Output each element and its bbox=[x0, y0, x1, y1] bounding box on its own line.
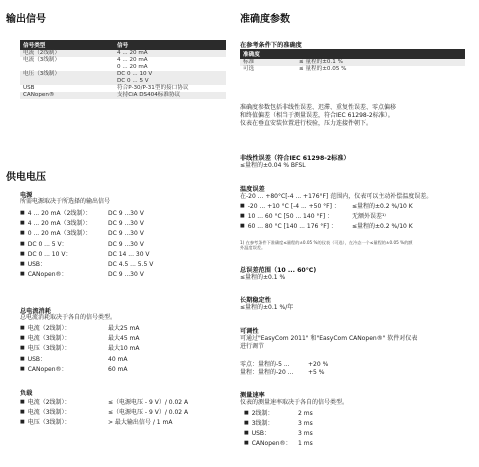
table-row bbox=[20, 71, 226, 85]
accuracy-table bbox=[240, 49, 465, 73]
accuracy-table-header: 准确度 bbox=[240, 49, 465, 59]
list-item: ■ 电流（2线制）： 最大25 mA bbox=[20, 324, 140, 334]
table-row bbox=[20, 57, 226, 71]
total-error-value: ≤量程的±0.1 % bbox=[240, 274, 286, 281]
accuracy-note-line: 和终值偏差（相当于测量误差，符合IEC 61298-2标准）。 bbox=[240, 112, 394, 119]
load-list bbox=[20, 398, 188, 429]
list-item: ■ USB： 40 mA bbox=[20, 355, 140, 365]
accuracy-note-line: 仪表在垂直安装位置进行校验，压力连接件朝下。 bbox=[240, 120, 373, 127]
power-desc: 所需电源取决于所选择的输出信号 bbox=[20, 198, 111, 205]
cell-signal: 符合P-30/P-31型的接口协议 bbox=[114, 85, 226, 92]
nonlinearity-value: ≤量程的±0.04 % BFSL bbox=[240, 162, 306, 169]
cell-key: 可选 bbox=[240, 66, 296, 73]
cell-value: ≤ 量程的±0.05 % bbox=[296, 66, 465, 73]
temperature-footnote: 外温度误差。 bbox=[240, 245, 266, 250]
list-item: ■ 10 ... 60 °C [50 ... 140 °F] ： 无额外误差¹⁾ bbox=[240, 212, 413, 222]
list-item: ■ DC 0 ... 5 V： DC 9 ...30 V bbox=[20, 240, 153, 250]
consumption-title: 总电流消耗 bbox=[20, 308, 51, 315]
table-row bbox=[20, 50, 226, 57]
cell-type: 电流（3线制） bbox=[20, 57, 114, 71]
output-signal-table bbox=[20, 40, 226, 99]
adjustability-line: 进行调节 bbox=[240, 343, 265, 350]
table-row bbox=[240, 66, 465, 73]
measurement-rate-list bbox=[244, 409, 313, 449]
power-list bbox=[20, 209, 153, 280]
measurement-rate-desc: 仪表的测量速率取决于各自的信号类型。 bbox=[240, 399, 349, 406]
cell-signal: 4 ... 20 mA bbox=[114, 50, 226, 57]
accuracy-title: 准确度参数 bbox=[240, 14, 290, 25]
reference-accuracy-title: 在参考条件下的准确度 bbox=[240, 42, 302, 49]
col-signal-type: 信号类型 bbox=[20, 40, 114, 50]
list-item: ■ 3线制： 3 ms bbox=[244, 419, 313, 429]
long-term-stability-title: 长期稳定性 bbox=[240, 297, 271, 304]
consumption-desc: 总电流消耗取决于各自的信号类型。 bbox=[20, 314, 117, 321]
list-item: ■ 电流（2线制）： ≤（电源电压 - 9 V）/ 0.02 A bbox=[20, 398, 188, 408]
list-item: ■ USB： DC 4.5 ... 5.5 V bbox=[20, 260, 153, 270]
total-error-title: 总误差范围（10 ... 60°C) bbox=[240, 267, 317, 274]
list-item: ■ -20 ... +10 °C [-4 ... +50 °F] ： ≤量程的±0.2 %/10 K bbox=[240, 202, 413, 212]
cell-key: 标准 bbox=[240, 59, 296, 66]
cell-value: ≤ 量程的±0.1 % bbox=[296, 59, 465, 66]
list-item: ■ CANopen®： DC 9 ...30 V bbox=[20, 270, 153, 280]
temperature-error-list bbox=[240, 202, 413, 233]
output-signal-title: 输出信号 bbox=[6, 14, 46, 25]
long-term-stability-value: ≤量程的±0.1 %/年 bbox=[240, 304, 294, 311]
list-item: ■ 0 ... 20 mA（3线制）： DC 9 ...30 V bbox=[20, 229, 153, 239]
cell-type: CANopen® bbox=[20, 92, 114, 99]
table-row bbox=[240, 59, 465, 66]
cell-type: 电压（3线制） bbox=[20, 71, 114, 85]
supply-voltage-title: 供电电压 bbox=[6, 172, 46, 183]
list-item: ■ 4 ... 20 mA（2线制）： DC 9 ...30 V bbox=[20, 209, 153, 219]
list-item: ■ CANopen®： 1 ms bbox=[244, 439, 313, 449]
list-item: ■ CANopen®： 60 mA bbox=[20, 365, 140, 375]
adjustability-title: 可调性 bbox=[240, 328, 259, 335]
adjustability-line: 可通过"EasyCom 2011" 和"EasyCom CANopen®" 软件对仪表 bbox=[240, 335, 418, 342]
list-item: ■ 电压（3线制）： > 最大输出信号 / 1 mA bbox=[20, 418, 188, 428]
list-item: ■ 4 ... 20 mA（3线制）： DC 9 ...30 V bbox=[20, 219, 153, 229]
cell-type: 电流（2线制） bbox=[20, 50, 114, 57]
cell-signal: 4 ... 20 mA 0 ... 20 mA bbox=[114, 57, 226, 71]
load-title: 负载 bbox=[20, 390, 33, 397]
cell-signal: 支持CiA DS404标准协议 bbox=[114, 92, 226, 99]
measurement-rate-title: 测量速率 bbox=[240, 392, 265, 399]
power-title: 电源 bbox=[20, 192, 33, 199]
temperature-footnote: 1) 在参考条件下准确度≤量程的±0.05 %的仪表（可选），在冷态一个≤量程的±0.05 %的额 bbox=[240, 240, 413, 245]
list-item: ■ DC 0 ... 10 V： DC 14 ... 30 V bbox=[20, 250, 153, 260]
list-item: ■ 电流（3线制）： ≤（电源电压 - 9 V）/ 0.02 A bbox=[20, 408, 188, 418]
table-row bbox=[20, 85, 226, 92]
temperature-error-desc: 在-20 ... +80°C[-4 ... +176°F] 范围内，仪表可以主动补偿温度误差。 bbox=[240, 193, 433, 200]
list-item: ■ 60 ... 80 °C [140 ... 176 °F] ： ≤量程的±0.2 %/10 K bbox=[240, 222, 413, 232]
nonlinearity-title: 非线性误差（符合IEC 61298-2标准） bbox=[240, 155, 350, 162]
span-adjust: 量程：量程的-20 ... +5 % bbox=[240, 369, 325, 376]
col-signal: 信号 bbox=[114, 40, 226, 50]
list-item: ■ USB： 3 ms bbox=[244, 429, 313, 439]
list-item: ■ 2线制： 2 ms bbox=[244, 409, 313, 419]
table-row bbox=[20, 92, 226, 99]
consumption-list bbox=[20, 324, 140, 375]
accuracy-note-line: 准确度参数包括非线性误差、迟滞、重复性误差、零点偏移 bbox=[240, 104, 397, 111]
zero-adjust: 零点：量程的-5 ... +20 % bbox=[240, 361, 329, 368]
cell-signal: DC 0 ... 10 V DC 0 ... 5 V bbox=[114, 71, 226, 85]
cell-type: USB bbox=[20, 85, 114, 92]
list-item: ■ 电流（3线制）： 最大45 mA bbox=[20, 334, 140, 344]
list-item: ■ 电压（3线制）： 最大10 mA bbox=[20, 344, 140, 354]
temperature-error-title: 温度误差 bbox=[240, 186, 265, 193]
